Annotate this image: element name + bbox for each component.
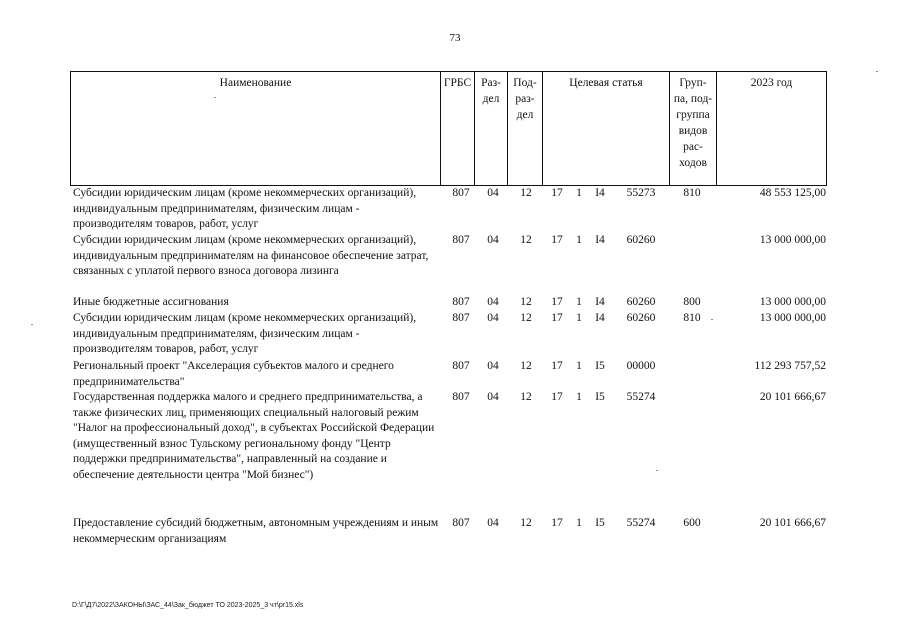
row-razdel: 04 <box>487 517 499 529</box>
row-grbs: 807 <box>452 187 470 199</box>
row-razdel: 04 <box>487 391 499 403</box>
row-sum: 13 000 000,00 <box>759 296 826 308</box>
file-path-footer: D:\Г\Д7\2022\ЗАКОНЫ\ЗАС_44\Зак_бюджет ТО 2023-2025_3 чт\pr15.xls <box>72 602 304 609</box>
row-name: Субсидии юридическим лицам (кроме некоммерческих организаций), индивидуальным предпринимателям на финансовое обеспечение затрат, связанных с уплатой первого взноса договора лизинга <box>73 234 429 277</box>
row-sum: 20 101 666,67 <box>759 517 826 529</box>
row-target-4: 55274 <box>626 517 656 529</box>
row-razdel: 04 <box>487 312 499 324</box>
row-target-1: 17 <box>551 187 563 199</box>
row-podrazdel: 12 <box>520 360 532 372</box>
row-podrazdel: 12 <box>520 517 532 529</box>
row-group: 600 <box>683 517 701 529</box>
row-name: Региональный проект "Акселерация субъектов малого и среднего предпринимательства" <box>73 360 394 388</box>
row-target-1: 17 <box>551 517 563 529</box>
row-target-3: I4 <box>595 187 605 199</box>
row-razdel: 04 <box>487 360 499 372</box>
scan-speck <box>711 319 713 320</box>
row-razdel: 04 <box>487 187 499 199</box>
scan-speck <box>876 71 878 72</box>
scan-speck <box>656 470 658 471</box>
row-target-3: I4 <box>595 234 605 246</box>
row-podrazdel: 12 <box>520 187 532 199</box>
row-grbs: 807 <box>452 296 470 308</box>
row-target-4: 60260 <box>626 296 656 308</box>
row-grbs: 807 <box>452 391 470 403</box>
row-sum: 20 101 666,67 <box>759 391 826 403</box>
row-group: 800 <box>683 296 701 308</box>
header-target: Целевая статья <box>543 72 670 185</box>
row-target-4: 55273 <box>626 187 656 199</box>
row-target-3: I4 <box>595 312 605 324</box>
row-razdel: 04 <box>487 234 499 246</box>
row-grbs: 807 <box>452 517 470 529</box>
row-target-4: 00000 <box>626 360 656 372</box>
row-grbs: 807 <box>452 234 470 246</box>
row-group: 810 <box>683 312 701 324</box>
header-year: 2023 год <box>717 72 827 185</box>
row-target-2: 1 <box>576 187 582 199</box>
row-podrazdel: 12 <box>520 312 532 324</box>
row-target-4: 55274 <box>626 391 656 403</box>
row-group: 810 <box>683 187 701 199</box>
row-name: Иные бюджетные ассигнования <box>73 296 229 308</box>
row-grbs: 807 <box>452 312 470 324</box>
row-sum: 13 000 000,00 <box>759 234 826 246</box>
row-target-2: 1 <box>576 517 582 529</box>
row-grbs: 807 <box>452 360 470 372</box>
table-header <box>70 71 827 186</box>
row-sum: 112 293 757,52 <box>754 360 826 372</box>
header-razdel: Раз- дел <box>475 72 508 185</box>
row-sum: 13 000 000,00 <box>759 312 826 324</box>
row-target-2: 1 <box>576 312 582 324</box>
row-target-1: 17 <box>551 312 563 324</box>
header-podrazdel: Под- раз- дел <box>508 72 543 185</box>
row-target-3: I4 <box>595 296 605 308</box>
row-target-4: 60260 <box>626 312 656 324</box>
row-podrazdel: 12 <box>520 296 532 308</box>
row-name: Субсидии юридическим лицам (кроме некоммерческих организаций), индивидуальным предпринимателям, физическим лицам - производителям товаров, работ, услуг <box>73 187 417 230</box>
row-target-2: 1 <box>576 234 582 246</box>
row-target-3: I5 <box>595 360 605 372</box>
header-name: Наименование <box>71 72 441 185</box>
row-target-3: I5 <box>595 517 605 529</box>
header-grbs: ГРБС <box>441 72 475 185</box>
row-podrazdel: 12 <box>520 234 532 246</box>
row-sum: 48 553 125,00 <box>759 187 826 199</box>
row-name: Субсидии юридическим лицам (кроме некоммерческих организаций), индивидуальным предпринимателям, физическим лицам - производителям товаров, работ, услуг <box>73 312 417 355</box>
row-target-4: 60260 <box>626 234 656 246</box>
row-target-1: 17 <box>551 391 563 403</box>
scan-speck <box>214 97 216 98</box>
row-target-1: 17 <box>551 234 563 246</box>
row-target-2: 1 <box>576 360 582 372</box>
row-target-1: 17 <box>551 360 563 372</box>
header-group: Груп- па, под- группа видов рас- ходов <box>670 72 717 185</box>
row-name: Государственная поддержка малого и среднего предпринимательства, а также физических лиц, применяющих специальный налоговый режим "Налог на профессиональный доход", в субъектах Российской Федерации (имущественный взнос Тульскому региональному фонду "Центр поддержки предпринимательства", направленный на создание и обеспечение деятельности центра "Мой бизнес") <box>73 391 435 481</box>
scan-speck <box>31 324 33 325</box>
row-name: Предоставление субсидий бюджетным, автономным учреждениям и иным некоммерческим организациям <box>73 517 439 545</box>
row-podrazdel: 12 <box>520 391 532 403</box>
row-target-3: I5 <box>595 391 605 403</box>
row-target-2: 1 <box>576 296 582 308</box>
row-target-2: 1 <box>576 391 582 403</box>
row-target-1: 17 <box>551 296 563 308</box>
row-razdel: 04 <box>487 296 499 308</box>
page-number: 73 <box>449 32 461 44</box>
